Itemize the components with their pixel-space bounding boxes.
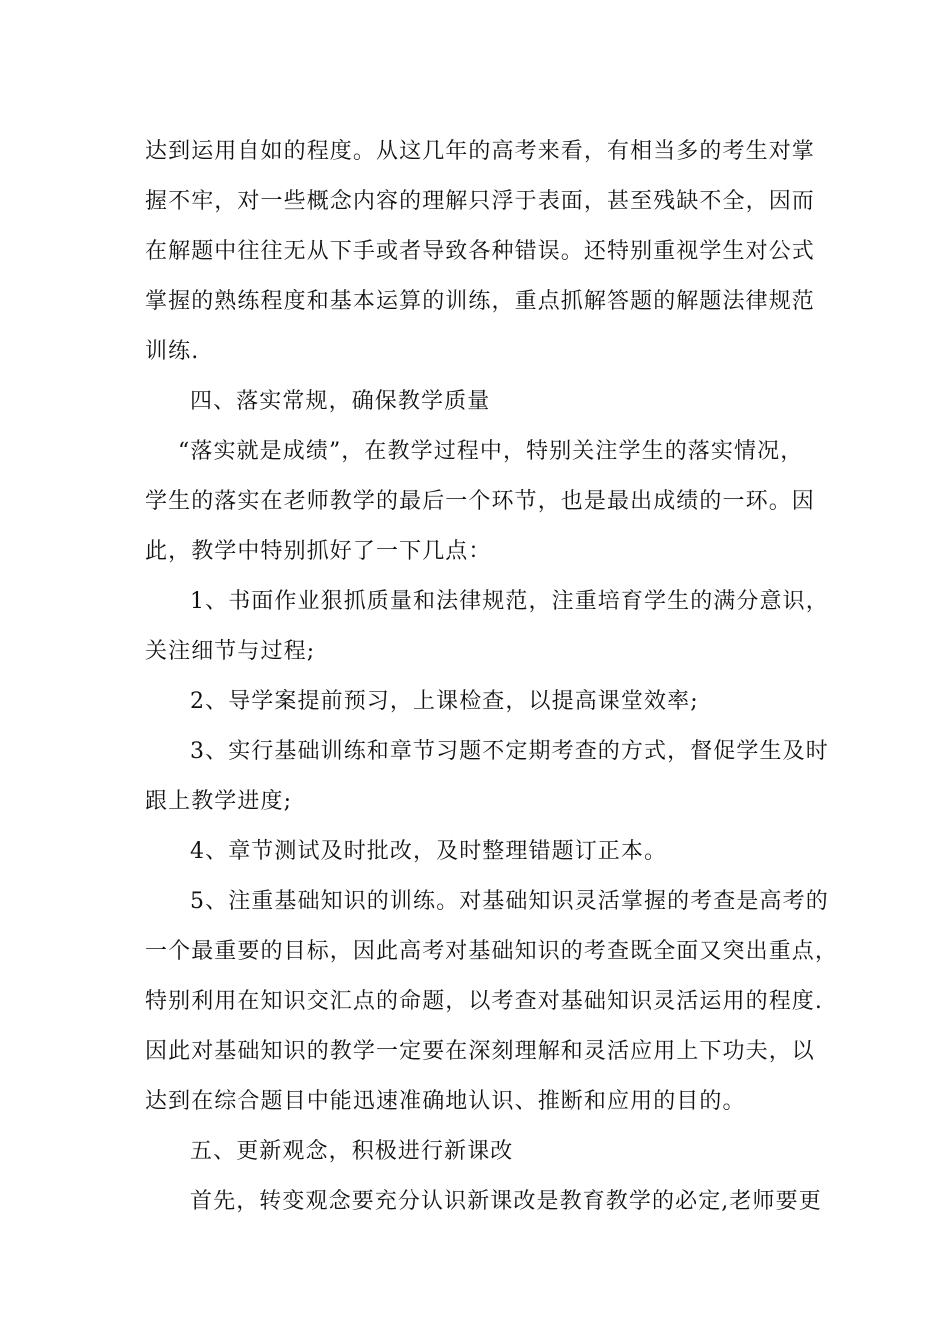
text-line: 一个最重要的目标，因此高考对基础知识的考查既全面又突出重点， [145, 939, 839, 964]
text-line: “落实就是成绩”，在教学过程中，特别关注学生的落实情况， [178, 439, 804, 464]
text-line: 此，教学中特别抓好了一下几点： [145, 539, 492, 564]
text-line: 特别利用在知识交汇点的命题，以考查对基础知识灵活运用的程度. [145, 989, 823, 1014]
text-line: 掌握的熟练程度和基本运算的训练，重点抓解答题的解题法律规范 [145, 289, 815, 314]
text-line: 因此对基础知识的教学一定要在深刻理解和灵活应用上下功夫，以 [145, 1039, 815, 1064]
text-line: 首先，转变观念要充分认识新课改是教育教学的必定,老师要更 [190, 1189, 822, 1214]
text-line: 达到在综合题目中能迅速准确地认识、推断和应用的目的。 [145, 1089, 746, 1114]
list-item: 4、章节测试及时批改，及时整理错题订正本。 [190, 839, 668, 864]
text-line: 达到运用自如的程度。从这几年的高考来看，有相当多的考生对掌 [145, 139, 815, 164]
text-line: 在解题中往往无从下手或者导致各种错误。还特别重视学生对公式 [145, 239, 815, 264]
list-item: 3、实行基础训练和章节习题不定期考查的方式，督促学生及时 [190, 739, 829, 764]
text-line: 训练. [145, 339, 200, 364]
list-item: 2、导学案提前预习，上课检查，以提高课堂效率; [190, 689, 699, 714]
text-line: 跟上教学进度; [145, 789, 293, 814]
section-heading: 五、更新观念，积极进行新课改 [190, 1139, 514, 1164]
text-line: 握不牢，对一些概念内容的理解只浮于表面，甚至残缺不全，因而 [145, 189, 815, 214]
text-line: 关注细节与过程; [145, 639, 316, 664]
section-heading: 四、落实常规，确保教学质量 [190, 389, 491, 414]
list-item: 5、注重基础知识的训练。对基础知识灵活掌握的考查是高考的 [190, 889, 829, 914]
text-line: 学生的落实在老师教学的最后一个环节，也是最出成绩的一环。因 [145, 489, 815, 514]
list-item: 1、书面作业狠抓质量和法律规范，注重培育学生的满分意识， [190, 589, 829, 614]
